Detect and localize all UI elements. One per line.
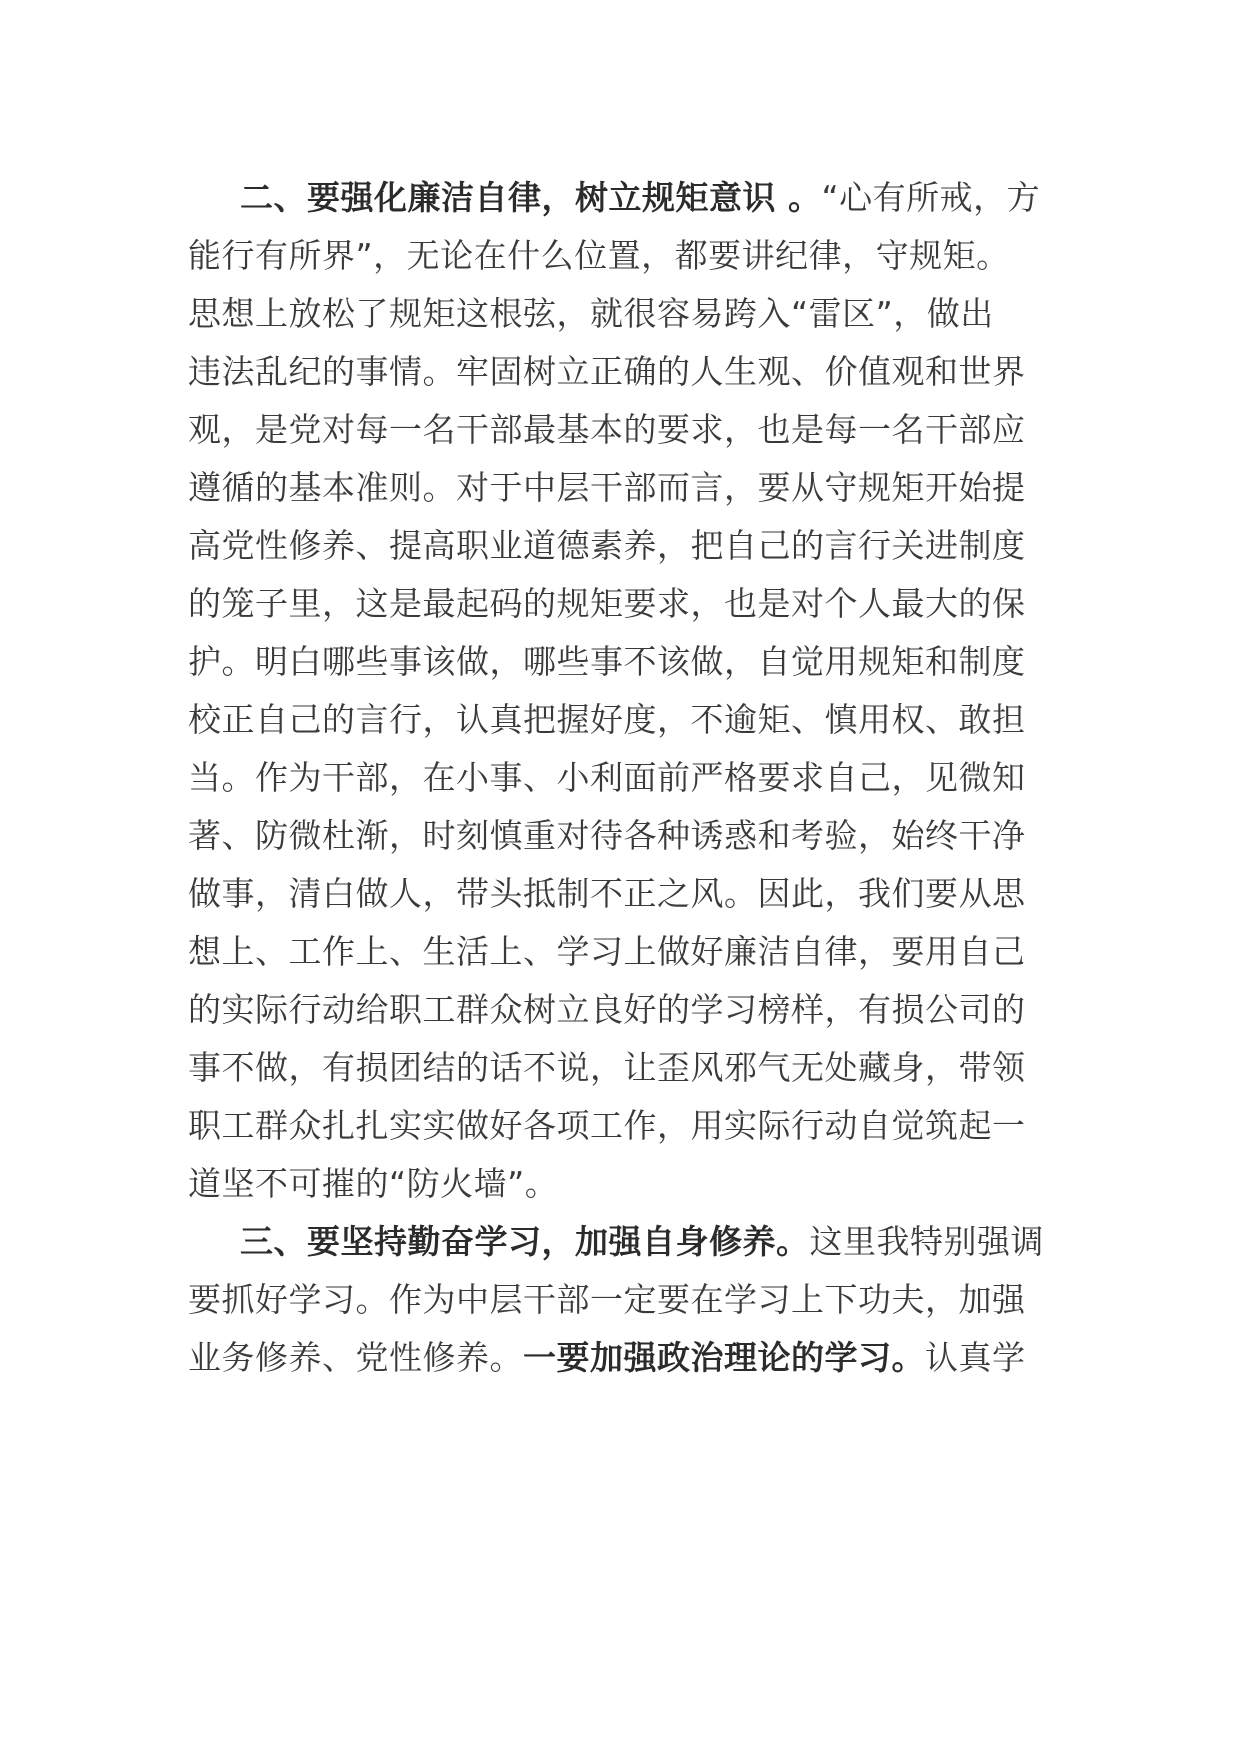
line-text: 观，是党对每一名干部最基本的要求，也是每一名干部应 bbox=[188, 410, 1026, 449]
line-text: 违法乱纪的事情。牢固树立正确的人生观、价值观和世界 bbox=[188, 352, 1026, 391]
paragraph-line bbox=[240, 1222, 1044, 1262]
paragraph-line bbox=[188, 584, 1026, 624]
section-heading: 三、要坚持勤奋学习，加强自身修养。 bbox=[240, 1222, 810, 1261]
paragraph-line bbox=[188, 410, 1026, 450]
paragraph-line bbox=[188, 1280, 1026, 1320]
line-text: 业务修养、党性修养。 bbox=[188, 1338, 523, 1377]
line-text: 著、防微杜渐，时刻慎重对待各种诱惑和考验，始终干净 bbox=[188, 816, 1026, 855]
line-text: 认真学 bbox=[925, 1338, 1026, 1377]
line-text: 要抓好学习。作为中层干部一定要在学习上下功夫，加强 bbox=[188, 1280, 1026, 1319]
paragraph-line bbox=[188, 526, 1026, 566]
paragraph-line bbox=[188, 352, 1026, 392]
line-text: 当。作为干部，在小事、小利面前严格要求自己，见微知 bbox=[188, 758, 1026, 797]
paragraph-line bbox=[188, 1106, 1026, 1146]
paragraph-line bbox=[188, 700, 1026, 740]
paragraph-line bbox=[240, 178, 1040, 218]
line-text: 的笼子里，这是最起码的规矩要求，也是对个人最大的保 bbox=[188, 584, 1026, 623]
line-text: 护。明白哪些事该做，哪些事不该做，自觉用规矩和制度 bbox=[188, 642, 1026, 681]
paragraph-line bbox=[188, 1338, 1026, 1378]
line-text: 做事，清白做人，带头抵制不正之风。因此，我们要从思 bbox=[188, 874, 1026, 913]
paragraph-line bbox=[188, 1048, 1026, 1088]
paragraph-line bbox=[188, 932, 1026, 972]
paragraph-line bbox=[188, 874, 1026, 914]
line-text: 校正自己的言行，认真把握好度，不逾矩、慎用权、敢担 bbox=[188, 700, 1026, 739]
line-text: 的实际行动给职工群众树立良好的学习榜样，有损公司的 bbox=[188, 990, 1026, 1029]
paragraph-line bbox=[188, 294, 994, 334]
line-text: 思想上放松了规矩这根弦，就很容易跨入“雷区”，做出 bbox=[188, 294, 994, 333]
line-text: 遵循的基本准则。对于中层干部而言，要从守规矩开始提 bbox=[188, 468, 1026, 507]
line-text: 事不做，有损团结的话不说，让歪风邪气无处藏身，带领 bbox=[188, 1048, 1026, 1087]
line-text: 能行有所界”，无论在什么位置，都要讲纪律，守规矩。 bbox=[188, 236, 1010, 275]
subheading: 一要加强政治理论的学习。 bbox=[523, 1338, 925, 1377]
line-text: 高党性修养、提高职业道德素养，把自己的言行关进制度 bbox=[188, 526, 1026, 565]
paragraph-line bbox=[188, 1164, 558, 1204]
line-text: 道坚不可摧的“防火墙”。 bbox=[188, 1164, 559, 1203]
line-text: 想上、工作上、生活上、学习上做好廉洁自律，要用自己 bbox=[188, 932, 1026, 971]
paragraph-line bbox=[188, 758, 1026, 798]
line-text: 这里我特别强调 bbox=[809, 1222, 1044, 1261]
line-text: 职工群众扎扎实实做好各项工作，用实际行动自觉筑起一 bbox=[188, 1106, 1026, 1145]
paragraph-line bbox=[188, 990, 1026, 1030]
paragraph-line bbox=[188, 468, 1026, 508]
paragraph-line bbox=[188, 816, 1026, 856]
section-heading: 二、要强化廉洁自律，树立规矩意识 。 bbox=[240, 178, 822, 217]
paragraph-line bbox=[188, 236, 1010, 276]
paragraph-line bbox=[188, 642, 1026, 682]
line-text: “心有所戒，方 bbox=[821, 178, 1041, 217]
